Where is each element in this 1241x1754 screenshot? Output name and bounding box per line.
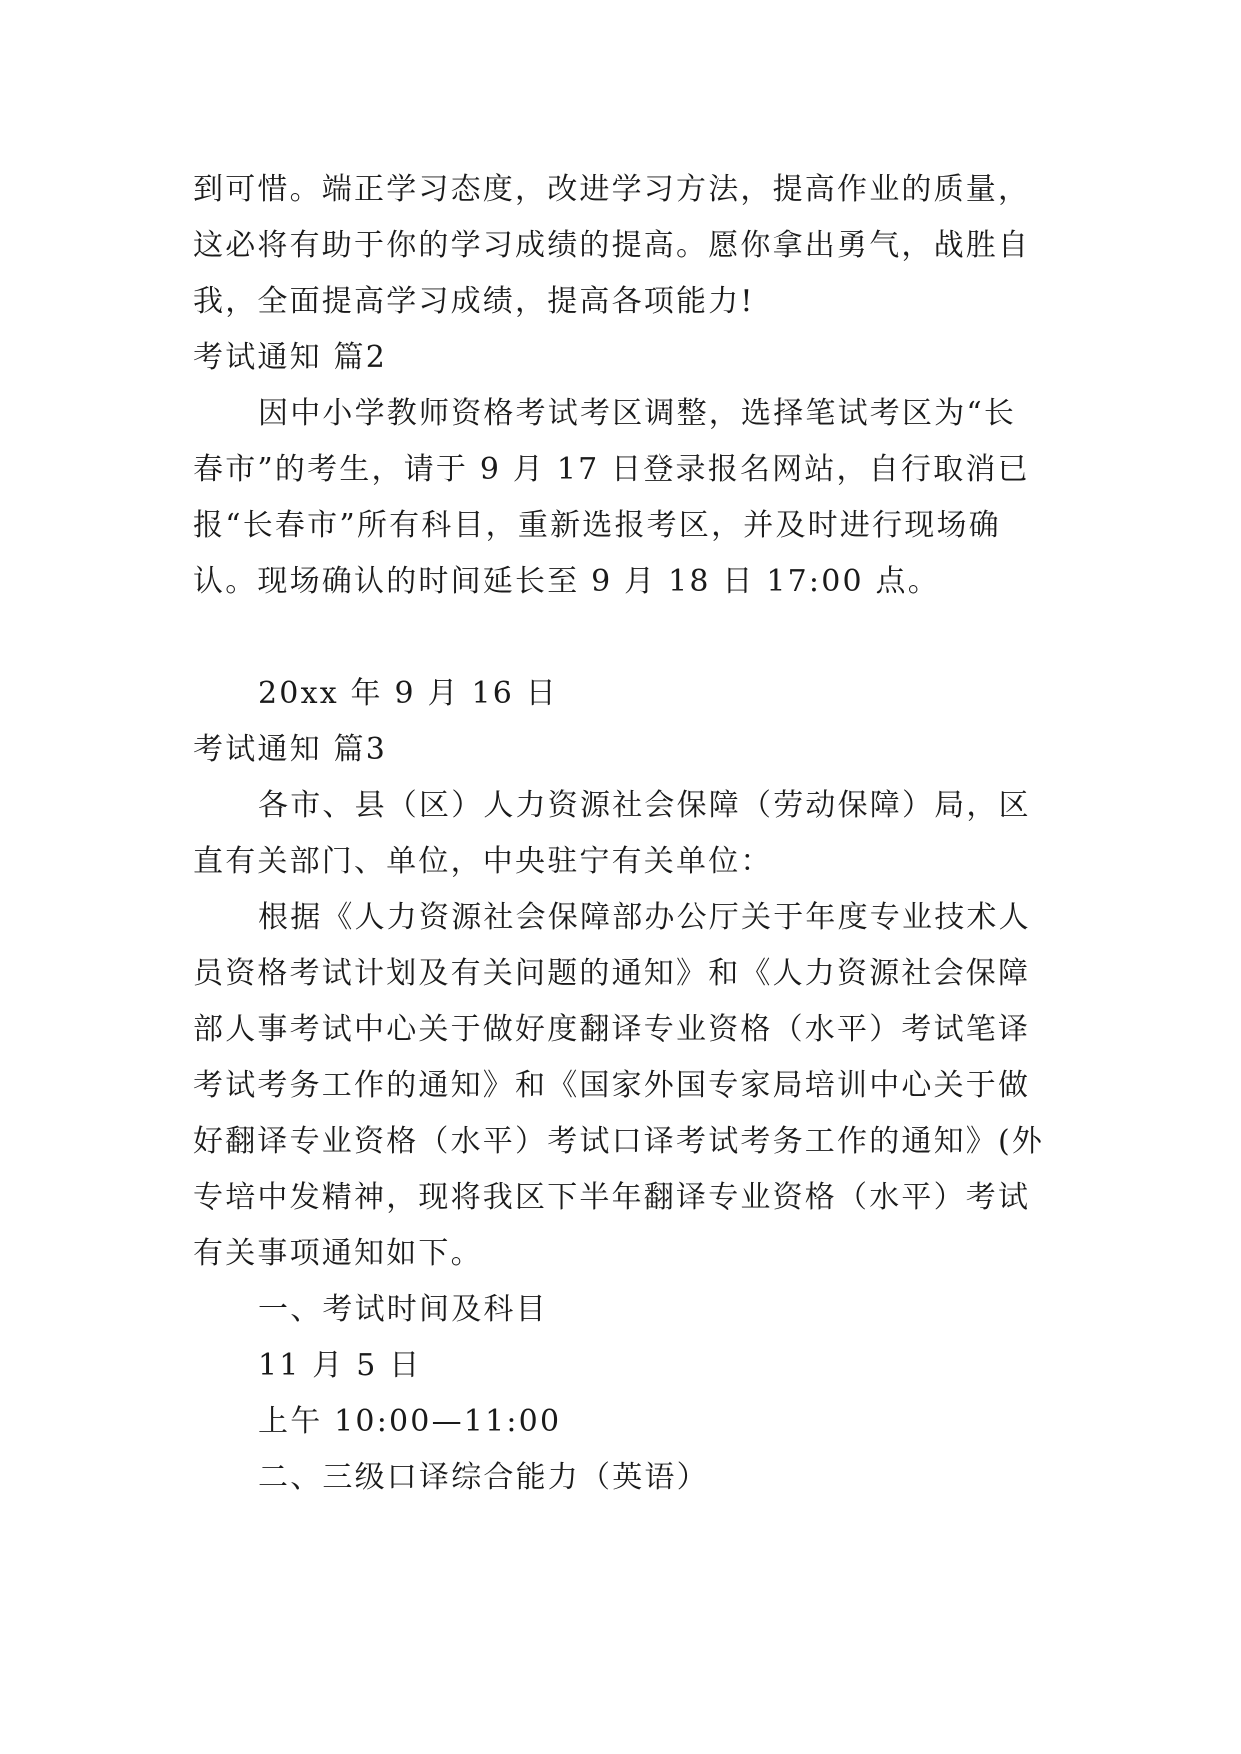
date-line: 11 月 5 日 [258,1348,422,1383]
paragraph-line: 专培中发精神，现将我区下半年翻译专业资格（水平）考试 [193,1180,1031,1215]
paragraph-line: 我，全面提高学习成绩，提高各项能力! [193,284,755,319]
date-line: 20xx 年 9 月 16 日 [258,676,558,711]
paragraph-line: 有关事项通知如下。 [193,1236,483,1271]
paragraph-line: 各市、县（区）人力资源社会保障（劳动保障）局，区 [258,788,1031,823]
paragraph-line: 认。现场确认的时间延长至 9 月 18 日 17:00 点。 [193,564,940,599]
paragraph-line: 根据《人力资源社会保障部办公厅关于年度专业技术人 [258,900,1031,935]
paragraph-line: 考试考务工作的通知》和《国家外国专家局培训中心关于做 [193,1068,1031,1103]
paragraph-line: 好翻译专业资格（水平）考试口译考试考务工作的通知》(外 [193,1124,1045,1159]
paragraph-line: 直有关部门、单位，中央驻宁有关单位： [193,844,773,879]
paragraph-line: 员资格考试计划及有关问题的通知》和《人力资源社会保障 [193,956,1031,991]
list-heading: 一、考试时间及科目 [258,1292,548,1327]
paragraph-line: 报“长春市”所有科目，重新选报考区，并及时进行现场确 [193,508,1001,543]
paragraph-line: 这必将有助于你的学习成绩的提高。愿你拿出勇气，战胜自 [193,228,1031,263]
time-line: 上午 10:00—11:00 [258,1404,562,1439]
paragraph-line: 部人事考试中心关于做好度翻译专业资格（水平）考试笔译 [193,1012,1031,1047]
paragraph-line: 因中小学教师资格考试考区调整，选择笔试考区为“长 [258,396,1017,431]
paragraph-line: 春市”的考生，请于 9 月 17 日登录报名网站，自行取消已 [193,452,1030,487]
section-heading: 考试通知 篇3 [193,732,388,767]
paragraph-line: 到可惜。端正学习态度，改进学习方法，提高作业的质量， [193,172,1031,207]
section-heading: 考试通知 篇2 [193,340,388,375]
list-heading: 二、三级口译综合能力（英语） [258,1460,709,1495]
